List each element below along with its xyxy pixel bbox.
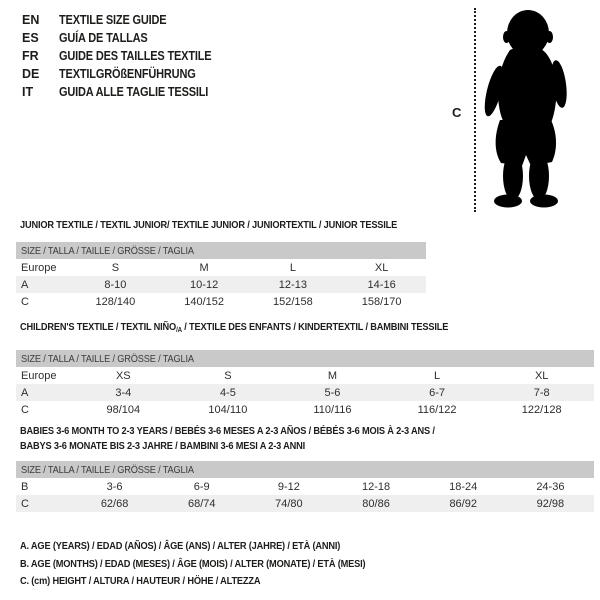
table-cell: XS (115, 369, 131, 382)
table-row (16, 384, 594, 401)
table-cell: 140/152 (184, 295, 224, 308)
height-measure-label: C (452, 105, 462, 120)
table-cell: 6-9 (193, 480, 210, 493)
table-row (16, 276, 426, 293)
height-measure-dotted-line (474, 8, 476, 212)
table-cell: 92/98 (507, 495, 594, 512)
table-row (16, 367, 594, 384)
table-cell: 3-4 (71, 384, 176, 401)
table-cell: 158/170 (361, 295, 402, 308)
language-title: GUÍA DE TALLAS (59, 31, 148, 45)
table-cell: 104/110 (208, 403, 248, 416)
legend-notes (20, 538, 413, 591)
row-label: C (21, 295, 29, 308)
table-cell: 6-7 (385, 384, 490, 401)
language-row (22, 83, 232, 101)
table-row (16, 259, 426, 276)
language-row (22, 11, 232, 29)
junior-size-table (16, 242, 426, 310)
size-header-bar (16, 461, 594, 478)
language-title-list (22, 11, 232, 101)
table-cell: 98/104 (106, 403, 141, 416)
size-header-text: SIZE / TALLA / TAILLE / GRÖSSE / TAGLIA (21, 352, 194, 365)
language-code: DE (22, 67, 40, 81)
language-row (22, 65, 232, 83)
row-label: A (16, 276, 71, 293)
language-code: IT (22, 85, 34, 99)
row-label: C (16, 495, 71, 512)
babies-size-table (16, 461, 594, 512)
table-cell: 10-12 (160, 276, 249, 293)
table-cell: L (434, 369, 441, 382)
row-label: A (16, 384, 71, 401)
language-row (22, 47, 232, 65)
language-title: TEXTILE SIZE GUIDE (59, 13, 167, 27)
section-title (16, 320, 594, 338)
table-cell: 62/68 (71, 495, 158, 512)
table-cell: 68/74 (158, 495, 245, 512)
table-cell: 5-6 (280, 384, 385, 401)
size-header-bar (16, 350, 594, 367)
table-cell: 18-24 (449, 480, 478, 493)
table-cell: M (327, 369, 338, 382)
table-cell: M (199, 261, 209, 274)
section-junior-textile (16, 218, 426, 310)
table-cell: 86/92 (420, 495, 507, 512)
table-row (16, 495, 594, 512)
table-cell: 80/86 (332, 495, 419, 512)
table-cell: L (289, 261, 296, 274)
size-header-bar (16, 242, 426, 259)
language-row (22, 29, 232, 47)
section-title (16, 218, 426, 233)
table-cell: 74/80 (245, 495, 332, 512)
note-height-cm: C. (cm) HEIGHT / ALTURA / HAUTEUR / HÖHE / ALTEZZA (20, 575, 261, 587)
section-title-line1: BABIES 3-6 MONTH TO 2-3 YEARS / BEBÉS 3-6 MESES A 2-3 AÑOS / BÉBÉS 3-6 MOIS À 2-3 ANS / (20, 425, 435, 437)
section-title-text: JUNIOR TEXTILE / TEXTIL JUNIOR/ TEXTILE JUNIOR / JUNIORTEXTIL / JUNIOR TESSILE (20, 219, 398, 231)
language-code: EN (22, 13, 40, 27)
note-age-years: A. AGE (YEARS) / EDAD (AÑOS) / ÂGE (ANS) / ALTER (JAHRE) / ETÀ (ANNI) (20, 540, 341, 552)
section-title-line2: BABYS 3-6 MONATE BIS 2-3 JAHRE / BAMBINI 3-6 MESI A 2-3 ANNI (20, 440, 305, 452)
size-header-text: SIZE / TALLA / TAILLE / GRÖSSE / TAGLIA (21, 463, 194, 476)
section-babies-textile (16, 424, 594, 512)
table-cell: 12-13 (249, 276, 338, 293)
table-row (16, 293, 426, 310)
table-cell: 152/158 (272, 295, 313, 308)
table-cell: 12-18 (361, 480, 391, 493)
table-cell: XL (374, 261, 389, 274)
title-subscript: /A (176, 327, 182, 334)
table-cell: XL (534, 369, 549, 382)
table-cell: 14-16 (337, 276, 426, 293)
table-row (16, 401, 594, 418)
table-cell: 24-36 (536, 480, 565, 493)
section-title-text: CHILDREN'S TEXTILE / TEXTIL $NIÑO_{/A}$ / TEXTILE DES ENFANTS / KINDERTEXTIL / BAMBINI TESSILE (20, 321, 449, 334)
section-childrens-textile (16, 320, 594, 418)
table-cell: 8-10 (71, 276, 160, 293)
table-cell: 7-8 (489, 384, 594, 401)
language-title: TEXTILGRÖßENFÜHRUNG (59, 67, 196, 81)
language-code: FR (22, 49, 39, 63)
row-label: B (21, 480, 29, 493)
table-cell: 122/128 (521, 403, 562, 416)
children-size-table (16, 350, 594, 418)
table-cell: 3-6 (106, 480, 123, 493)
language-title: GUIDE DES TAILLES TEXTILE (59, 49, 212, 63)
baby-silhouette (482, 6, 576, 210)
row-label: Europe (21, 369, 57, 382)
table-cell: S (111, 261, 120, 274)
table-cell: S (224, 369, 232, 382)
row-label: Europe (21, 261, 57, 274)
table-cell: 128/140 (95, 295, 136, 308)
table-cell: 110/116 (313, 403, 352, 416)
language-code: ES (22, 31, 39, 45)
section-title (16, 424, 594, 454)
table-cell: 116/122 (417, 403, 457, 416)
size-header-text: SIZE / TALLA / TAILLE / GRÖSSE / TAGLIA (21, 244, 194, 257)
row-label: C (21, 403, 29, 416)
note-age-months: B. AGE (MONTHS) / EDAD (MESES) / ÂGE (MOIS) / ALTER (MONATE) / ETÀ (MESI) (20, 557, 366, 570)
language-title: GUIDA ALLE TAGLIE TESSILI (59, 85, 209, 99)
table-cell: 4-5 (176, 384, 281, 401)
table-cell: 9-12 (277, 480, 300, 493)
table-row (16, 478, 594, 495)
